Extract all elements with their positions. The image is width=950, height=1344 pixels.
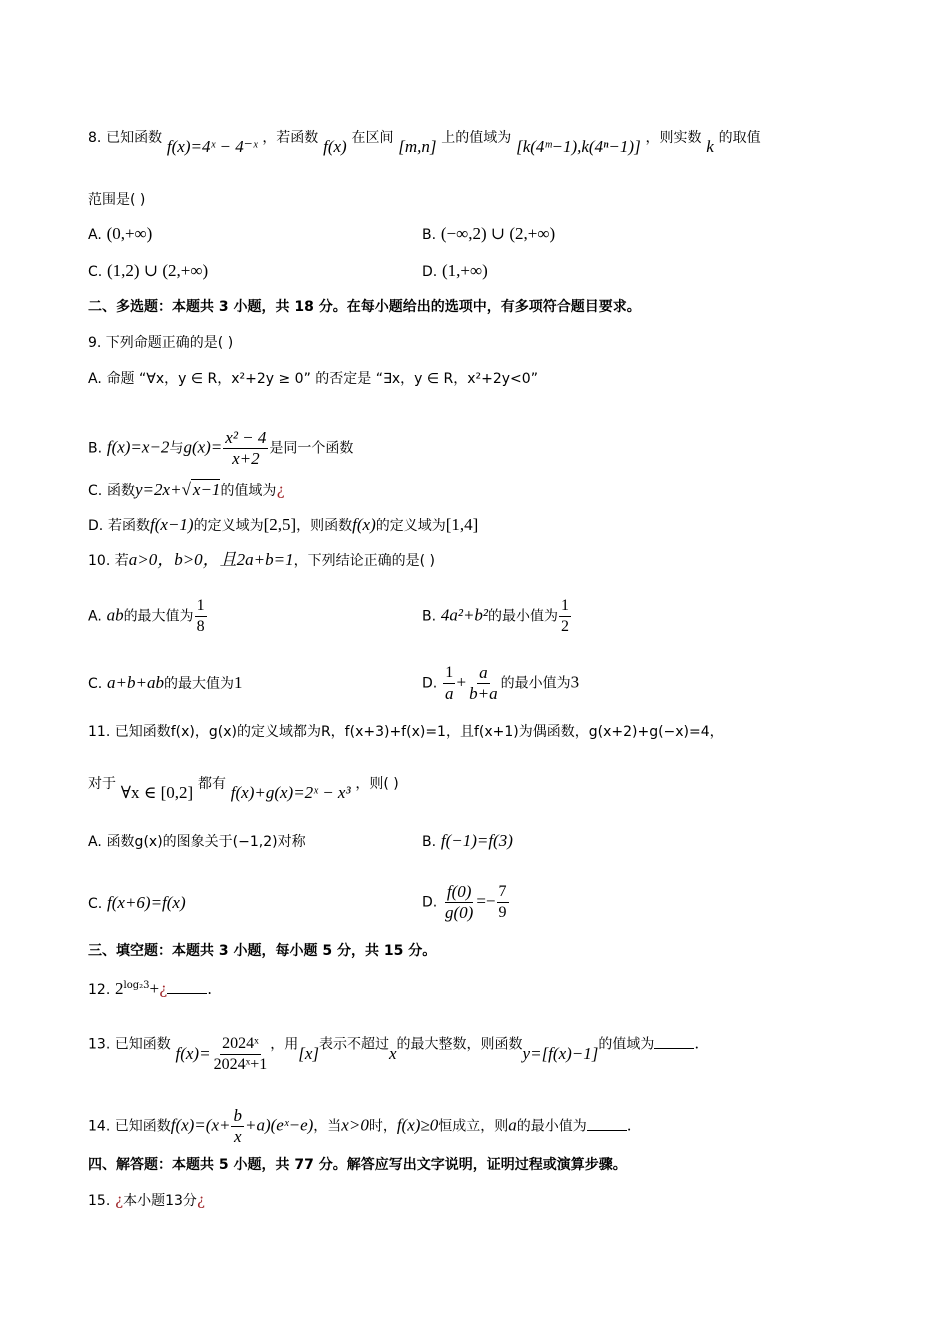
q8-range: [k(4ᵐ−1),k(4ⁿ−1)] bbox=[516, 137, 641, 156]
q8-interval: [m,n] bbox=[398, 137, 437, 156]
question-11-line1: 11. 已知函数f(x)，g(x)的定义域都为R，f(x+3)+f(x)=1，且f(x+1)为偶函数，g(x+2)+g(−x)=4， bbox=[88, 724, 724, 740]
question-13: 13. 已知函数 f(x)= $\frac{\text{2024ˣ}}{\text{2024ˣ+1}}$ ，用[x]表示不超过x的最大整数，则函数y=[f(x)−1]的值域为 . bbox=[88, 1034, 700, 1073]
q8-option-a: (0,+∞) bbox=[106, 224, 153, 243]
q8-number: 8. bbox=[88, 130, 102, 146]
q8-option-c: (1,2) ∪ (2,+∞) bbox=[107, 261, 209, 280]
q8-options-row1: A. (0,+∞) bbox=[88, 224, 153, 243]
question-11-line2: 对于 ∀x ∈ [0,2] 都有 f(x)+g(x)=2ˣ − x³ ，则( ) bbox=[88, 776, 399, 802]
q11-option-b: B. f(−1)=f(3) bbox=[422, 831, 513, 850]
section-3-heading: 三、填空题：本题共 3 小题，每小题 5 分，共 15 分。 bbox=[88, 943, 437, 959]
missing-glyph: ¿ bbox=[159, 980, 168, 998]
q11-option-c: C. f(x+6)=f(x) bbox=[88, 893, 186, 912]
q9-option-d: D. 若函数f(x−1)的定义域为[2,5]，则函数f(x)的定义域为[1,4] bbox=[88, 515, 479, 534]
missing-glyph: ¿ bbox=[115, 1191, 124, 1209]
q10-option-b: B. 4a²+b²的最小值为 $\frac{1}{2}$ bbox=[422, 597, 570, 635]
answer-blank[interactable] bbox=[587, 1116, 627, 1131]
question-14: 14. 已知函数f(x)=(x+ $\frac{b}{x}$ +a)(eˣ−e)，当x>0时，f(x)≥0恒成立，则a的最小值为 . bbox=[88, 1106, 632, 1146]
question-10-stem: 10. 若a>0，b>0，且2a+b=1，下列结论正确的是( ) bbox=[88, 550, 435, 569]
question-9-stem: 9. 下列命题正确的是( ) bbox=[88, 335, 234, 351]
q8-options-row2: C. (1,2) ∪ (2,+∞) bbox=[88, 261, 209, 280]
q8-option-b-row: B. (−∞,2) ∪ (2,+∞) bbox=[422, 224, 556, 243]
q9-option-b: B. f(x)=x−2与g(x)= $\frac{\text{x² − 4}}{x+2}$ 是同一个函数 bbox=[88, 428, 354, 468]
section-2-heading: 二、多选题：本题共 3 小题，共 18 分。在每小题给出的选项中，有多项符合题目要求。 bbox=[88, 299, 641, 315]
q8-option-d-row: D. (1,+∞) bbox=[422, 261, 488, 280]
sqrt-symbol: √ bbox=[181, 480, 191, 499]
q11-option-d: D. $\frac{f(0)}{g(0)}$ =− $\frac{7}{9}$ bbox=[422, 882, 507, 922]
q8-function-expr: f(x)=4ˣ − 4⁻ˣ bbox=[166, 137, 258, 156]
q9-option-a: A. 命题 “∀x，y ∈ R，x²+2y ≥ 0” 的否定是 “∃x，y ∈ R，x²+2y<0” bbox=[88, 371, 538, 387]
q11-option-a: A. 函数g(x)的图象关于(−1,2)对称 bbox=[88, 834, 306, 850]
q8-option-d: (1,+∞) bbox=[442, 261, 488, 280]
q10-option-c: C. a+b+ab的最大值为1 bbox=[88, 673, 243, 692]
question-8-line1: 8. 已知函数 f(x)=4ˣ − 4⁻ˣ ，若函数 f(x) 在区间 [m,n] 上的值域为 [k(4ᵐ−1),k(4ⁿ−1)] ，则实数 k 的取值 bbox=[88, 130, 761, 156]
q8-option-b: (−∞,2) ∪ (2,+∞) bbox=[440, 224, 556, 243]
question-8-line2: 范围是( ) bbox=[88, 192, 146, 208]
question-12: 12. $2^{log_23}+¿$ . bbox=[88, 979, 212, 998]
q10-option-a: A. ab的最大值为 $\frac{1}{8}$ bbox=[88, 597, 205, 635]
section-4-heading: 四、解答题：本题共 5 小题，共 77 分。解答应写出文字说明，证明过程或演算步骤。 bbox=[88, 1157, 627, 1173]
answer-blank[interactable] bbox=[167, 979, 207, 994]
answer-blank[interactable] bbox=[654, 1034, 694, 1049]
question-15: 15. ¿本小题13分¿ bbox=[88, 1191, 205, 1209]
missing-glyph: ¿ bbox=[276, 481, 285, 499]
q10-option-d: D. $\frac{1}{a}$ + $\frac{a}{b+a}$ 的最小值为3 bbox=[422, 663, 580, 703]
missing-glyph: ¿ bbox=[196, 1191, 205, 1209]
q9-b-fraction: $\frac{\text{x² − 4}}{x+2}$ bbox=[225, 428, 267, 468]
q9-option-c: C. 函数y=2x+√ x−1的值域为¿ bbox=[88, 480, 285, 499]
